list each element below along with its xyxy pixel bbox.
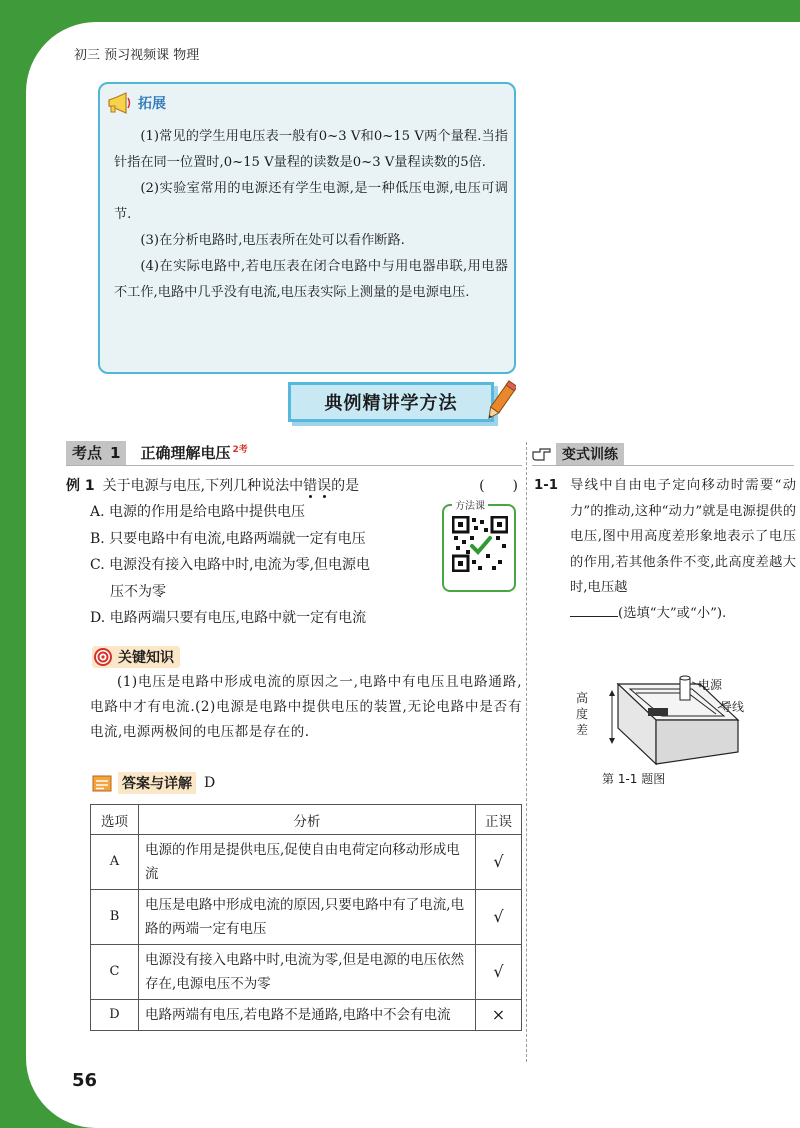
page-number: 56 bbox=[72, 1070, 98, 1091]
topic-header bbox=[66, 440, 522, 466]
figure-caption: 第 1-1 题图 bbox=[602, 772, 666, 786]
row-mark: × bbox=[476, 1000, 522, 1031]
page bbox=[26, 22, 800, 1128]
analysis-table bbox=[90, 804, 522, 1031]
pencil-icon bbox=[486, 378, 516, 424]
example-label: 例 1 bbox=[66, 478, 95, 494]
answer-blank bbox=[570, 603, 618, 617]
practice-question bbox=[534, 473, 796, 626]
qr-label: 方法课 bbox=[452, 497, 488, 512]
option-b: B. 只要电路中有电流,电路两端就一定有电压 bbox=[90, 530, 366, 547]
practice-title bbox=[532, 442, 794, 466]
extension-body bbox=[114, 124, 508, 306]
header-option: 选项 bbox=[91, 805, 139, 835]
row-analysis: 电源的作用是提供电压,促使自由电荷定向移动形成电流 bbox=[139, 835, 476, 890]
emphasis-char: 错 bbox=[303, 478, 318, 494]
figure-label-source: 电源 bbox=[698, 678, 723, 692]
table-row bbox=[91, 835, 522, 890]
practice-tail: (选填“大”或“小”). bbox=[618, 605, 727, 621]
header-result: 正误 bbox=[476, 805, 522, 835]
key-knowledge-title bbox=[92, 646, 180, 668]
figure-label-wire: 导线 bbox=[720, 700, 745, 714]
table-row bbox=[91, 890, 522, 945]
option-d: D. 电路两端只要有电压,电路中就一定有电流 bbox=[90, 610, 367, 626]
topic-tag-label: 考点 bbox=[72, 444, 103, 462]
option-list bbox=[90, 499, 450, 632]
topic-tag bbox=[66, 441, 126, 465]
column-divider bbox=[526, 442, 527, 1062]
row-mark: √ bbox=[476, 835, 522, 890]
emphasis-char: 误 bbox=[317, 478, 332, 494]
row-option: D bbox=[91, 1000, 139, 1031]
table-header-row bbox=[91, 805, 522, 835]
row-analysis: 电路两端有电压,若电路不是通路,电路中不会有电流 bbox=[139, 1000, 476, 1031]
running-header: 初三 预习视频课 物理 bbox=[74, 48, 200, 63]
example-question bbox=[66, 473, 522, 499]
row-analysis: 电源没有接入电路中时,电流为零,但是电源的电压依然存在,电源电压不为零 bbox=[139, 945, 476, 1000]
extension-title-text: 拓展 bbox=[138, 96, 166, 112]
row-option: B bbox=[91, 890, 139, 945]
megaphone-icon bbox=[106, 92, 132, 114]
row-option: C bbox=[91, 945, 139, 1000]
topic-title bbox=[140, 442, 247, 463]
table-row bbox=[91, 1000, 522, 1031]
option-c-cont: 压不为零 bbox=[110, 583, 166, 600]
extension-box bbox=[98, 82, 516, 374]
pointing-hand-icon bbox=[532, 446, 552, 462]
extension-paragraph: (2)实验室常用的电源还有学生电源,是一种低压电源,电压可调节. bbox=[114, 181, 508, 222]
header-analysis: 分析 bbox=[139, 805, 476, 835]
practice-title-text: 变式训练 bbox=[556, 443, 624, 465]
topic-number: 1 bbox=[110, 443, 121, 462]
extension-paragraph: (3)在分析电路时,电压表所在处可以看作断路. bbox=[140, 233, 405, 248]
question-text-tail: 的是 bbox=[331, 478, 360, 494]
row-analysis: 电压是电路中形成电流的原因,只要电路中有了电流,电路的两端一定有电压 bbox=[139, 890, 476, 945]
notepad-icon bbox=[92, 774, 112, 792]
practice-text: 导线中自由电子定向移动时需要“动力”的推动,这种“动力”就是电源提供的电压,图中用高度差形象地表示了电压的作用,若其他条件不变,此高度差越大时,电压越 bbox=[570, 478, 796, 595]
practice-label: 1-1 bbox=[534, 478, 559, 493]
qr-code-icon bbox=[452, 516, 508, 572]
qr-code-card[interactable] bbox=[442, 501, 516, 592]
exam-frequency: 2考 bbox=[232, 445, 248, 455]
answer-value: D bbox=[204, 775, 216, 791]
practice-text-wrap bbox=[534, 473, 796, 626]
row-mark: √ bbox=[476, 945, 522, 1000]
answer-title bbox=[92, 772, 215, 794]
figure-label-height: 高度差 bbox=[576, 691, 589, 737]
table-row bbox=[91, 945, 522, 1000]
extension-paragraph: (1)常见的学生用电压表一般有0~3 V和0~15 V两个量程.当指针指在同一位置时,0~15 V量程的读数是0~3 V量程读数的5倍. bbox=[114, 129, 508, 170]
row-option: A bbox=[91, 835, 139, 890]
topic-title-text: 正确理解电压 bbox=[140, 444, 231, 462]
option-a: A. 电源的作用是给电路中提供电压 bbox=[90, 504, 306, 520]
answer-parentheses: ( ) bbox=[479, 478, 518, 494]
key-knowledge-text: (1)电压是电路中形成电流的原因之一,电路中有电压且电路通路,电路中才有电流.(2)电源是电路中提供电压的装置,无论电路中是否有电流,电源两极间的电压都是存在的. bbox=[90, 674, 522, 740]
section-banner: 典例精讲学方法 bbox=[288, 382, 494, 422]
answer-title-text: 答案与详解 bbox=[118, 772, 196, 794]
row-mark: √ bbox=[476, 890, 522, 945]
key-knowledge-title-text: 关键知识 bbox=[118, 650, 174, 666]
option-c: C. 电源没有接入电路中时,电流为零,但电源电 bbox=[90, 557, 371, 573]
extension-title bbox=[106, 92, 166, 114]
extension-paragraph: (4)在实际电路中,若电压表在闭合电路中与用电器串联,用电器不工作,电路中几乎没有电流,电压表实际上测量的是电源电压. bbox=[114, 259, 508, 300]
question-text: 关于电源与电压,下列几种说法中 bbox=[102, 478, 304, 494]
target-icon bbox=[94, 648, 112, 666]
